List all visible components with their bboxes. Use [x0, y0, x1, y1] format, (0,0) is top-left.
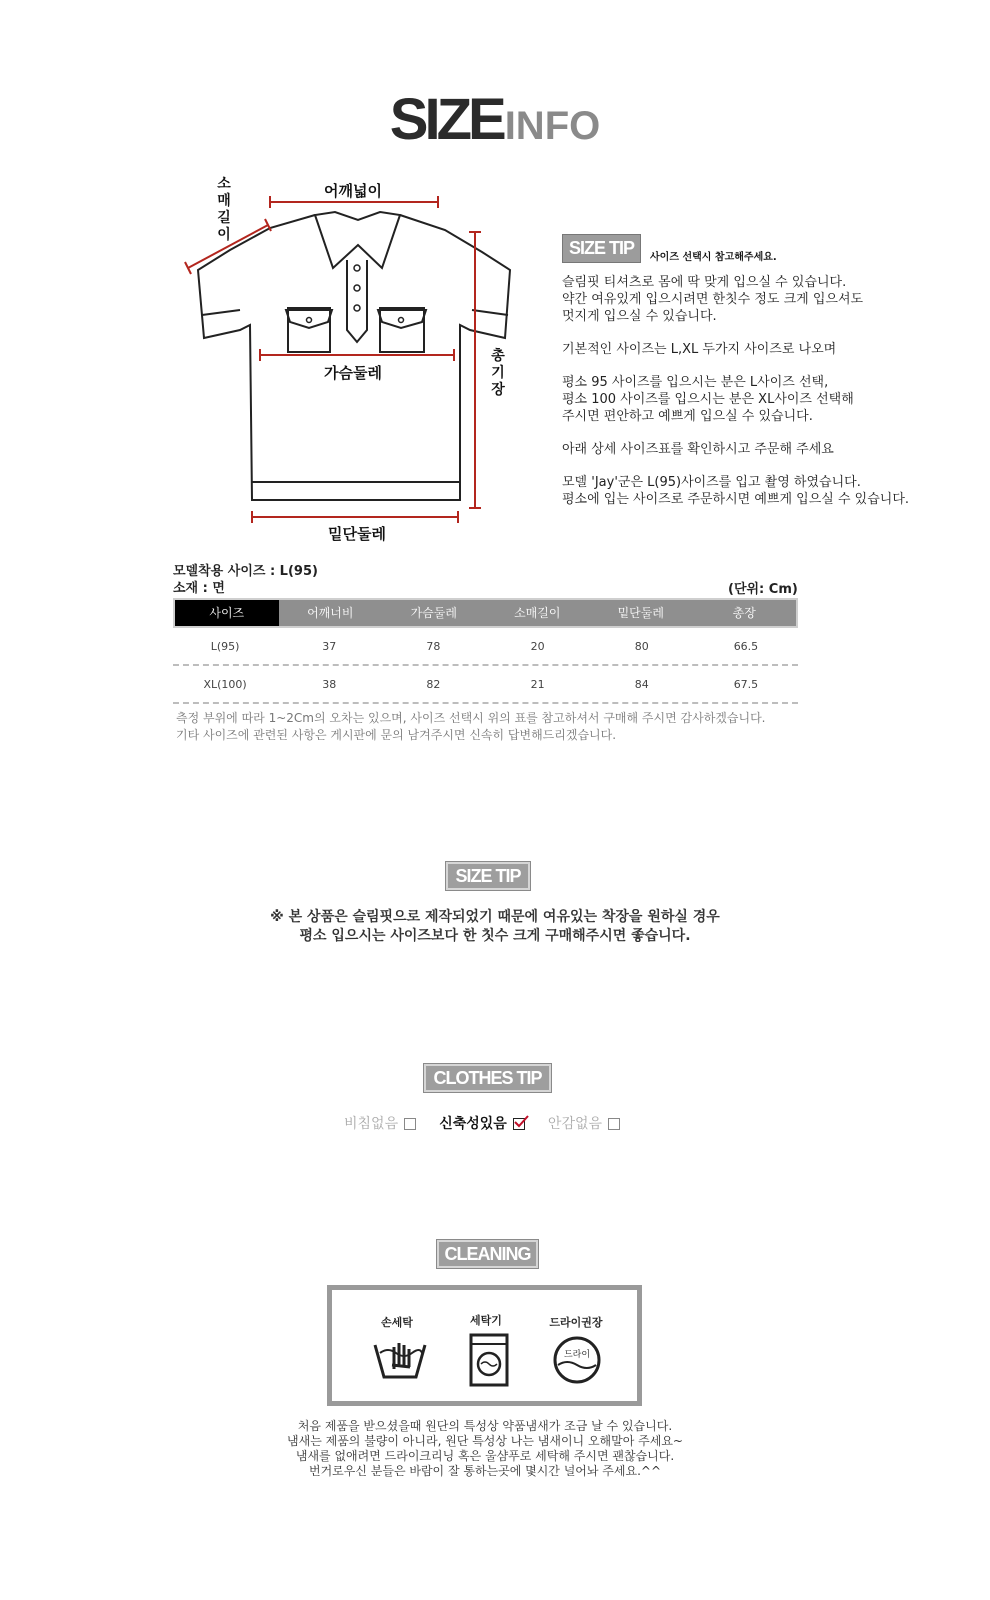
clothes-tip-badge: CLOTHES TIP — [424, 1064, 551, 1092]
table-row — [173, 666, 798, 704]
cleaning-text — [0, 1419, 970, 1479]
option-no-see-through: 비침없음 — [344, 1116, 416, 1132]
table-cell: XL(100) — [203, 678, 247, 691]
tip-paragraph: 기본적인 사이즈는 L,XL 두가지 사이즈로 나오며 — [562, 342, 837, 357]
header-cell: 밑단둘레 — [617, 606, 664, 620]
option-no-lining: 안감없음 — [548, 1116, 620, 1132]
hand-wash-icon — [372, 1335, 428, 1381]
cleaning-badge: CLEANING — [437, 1240, 538, 1268]
size-tip-text — [562, 274, 909, 524]
table-cell: L(95) — [210, 640, 240, 653]
hand-wash-label: 손세탁 — [381, 1316, 413, 1329]
header-cell: 소매길이 — [514, 606, 561, 620]
table-cell: 21 — [530, 678, 545, 691]
tip-paragraph: 슬림핏 티셔츠로 몸에 딱 맞게 입으실 수 있습니다. 약간 여유있게 입으시려면 한칫수 정도 크게 입으셔도 멋지게 입으실 수 있습니다. — [562, 275, 864, 324]
note-line: 기타 사이즈에 관련된 사항은 게시판에 문의 남겨주시면 신속히 답변해드리겠습니다. — [176, 728, 617, 742]
size-table — [173, 598, 798, 704]
tip-paragraph: 평소 95 사이즈를 입으시는 분은 L사이즈 선택, 평소 100 사이즈를 입으시는 분은 XL사이즈 선택해 주시면 편안하고 예쁘게 입으실 수 있습니다. — [562, 375, 854, 424]
shoulder-label: 어깨넓이 — [324, 182, 382, 200]
size-info-title — [0, 86, 990, 153]
table-cell: 82 — [426, 678, 441, 691]
model-size: 모델착용 사이즈 : L(95) — [173, 564, 318, 579]
length-label: 총기장 — [491, 348, 505, 398]
size-notes — [176, 710, 765, 744]
clothes-options — [344, 1113, 620, 1133]
hem-label: 밑단둘레 — [328, 525, 386, 543]
table-cell: 38 — [322, 678, 337, 691]
table-cell: 80 — [634, 640, 649, 653]
sleeve-label: 소매길이 — [217, 176, 231, 243]
washing-machine-icon — [468, 1332, 510, 1388]
title-big: SIZE — [389, 87, 503, 152]
unit-label: (단위: Cm) — [728, 582, 798, 597]
checked-checkbox-icon — [513, 1118, 525, 1130]
cleaning-line: 냄새를 없애려면 드라이크리닝 혹은 울샴푸로 세탁해 주시면 괜찮습니다. — [295, 1449, 675, 1463]
table-cell: 84 — [634, 678, 649, 691]
checkbox-icon — [608, 1118, 620, 1130]
option-stretch: 신축성있음 — [439, 1116, 525, 1132]
cleaning-line: 번거로우신 분들은 바람이 잘 통하는곳에 몇시간 널어놔 주세요.^^ — [308, 1464, 662, 1478]
header-cell: 사이즈 — [175, 600, 279, 626]
washing-machine-label: 세탁기 — [470, 1314, 502, 1327]
tip-paragraph: 모델 'Jay'군은 L(95)사이즈를 입고 촬영 하였습니다. 평소에 입는 사이즈로 주문하시면 예쁘게 입으실 수 있습니다. — [562, 475, 910, 507]
note-line: 측정 부위에 따라 1~2Cm의 오차는 있으며, 사이즈 선택시 위의 표를 참고하셔서 구매해 주시면 감사하겠습니다. — [176, 711, 766, 725]
table-cell: 67.5 — [733, 678, 759, 691]
table-cell: 66.5 — [733, 640, 759, 653]
header-cell: 총장 — [732, 606, 756, 620]
chest-label: 가슴둘레 — [324, 364, 382, 382]
tip2-line: 평소 입으시는 사이즈보다 한 칫수 크게 구매해주시면 좋습니다. — [299, 928, 691, 944]
table-cell: 78 — [426, 640, 441, 653]
dry-clean-label: 드라이권장 — [549, 1316, 603, 1329]
model-info — [173, 563, 318, 597]
cleaning-line: 처음 제품을 받으셨을때 원단의 특성상 약품냄새가 조금 날 수 있습니다. — [297, 1419, 673, 1433]
checkbox-icon — [404, 1118, 416, 1130]
dry-clean-icon — [552, 1335, 602, 1385]
size-tip-note: 사이즈 선택시 참고해주세요. — [650, 252, 777, 263]
size-tip-badge-2: SIZE TIP — [446, 862, 530, 890]
tip2-line: ※ 본 상품은 슬림핏으로 제작되었기 때문에 여유있는 착장을 원하실 경우 — [270, 909, 720, 925]
table-cell: 37 — [322, 640, 337, 653]
tip-paragraph: 아래 상세 사이즈표를 확인하시고 주문해 주세요 — [562, 442, 834, 457]
title-small: INFO — [504, 104, 601, 148]
size-tip-2-text — [0, 908, 990, 946]
material: 소재 : 면 — [173, 581, 225, 596]
cleaning-icons-box — [327, 1285, 642, 1406]
cleaning-line: 냄새는 제품의 불량이 아니라, 원단 특성상 나는 냄새이니 오해말아 주세요~ — [287, 1434, 683, 1448]
svg-text:드라이: 드라이 — [563, 1350, 591, 1360]
size-tip-badge: SIZE TIP — [562, 234, 641, 263]
header-cell: 가슴둘레 — [410, 606, 457, 620]
table-row — [173, 628, 798, 666]
table-cell: 20 — [530, 640, 545, 653]
header-cell: 어깨너비 — [307, 606, 354, 620]
table-header — [173, 598, 798, 628]
